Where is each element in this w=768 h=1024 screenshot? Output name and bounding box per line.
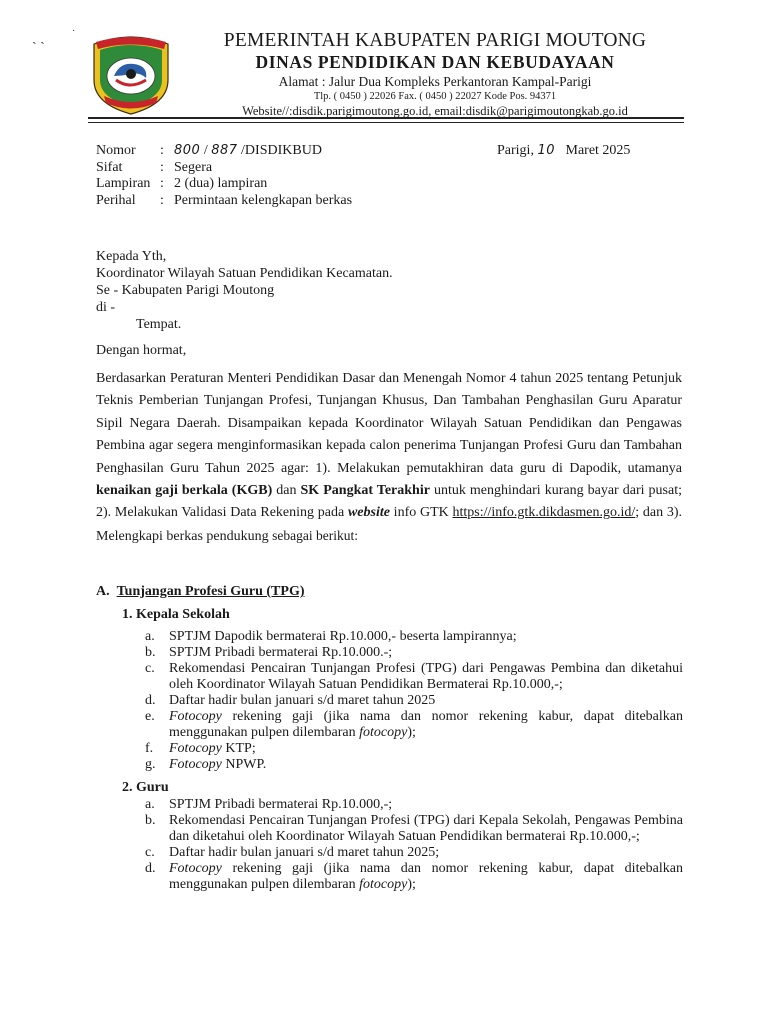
paragraph-text: info GTK xyxy=(389,505,453,521)
list-text: SPTJM Pribadi bermaterai Rp.10.000,-; xyxy=(169,797,393,812)
list-item xyxy=(145,797,683,813)
list-marker: a. xyxy=(145,797,155,812)
lampiran-label: Lampiran xyxy=(96,176,151,191)
section-title-text: Tunjangan Profesi Guru (TPG) xyxy=(116,584,305,599)
list-marker: c. xyxy=(145,845,155,860)
agency-address: Alamat : Jalur Dua Kompleks Perkantoran Kampal-Parigi xyxy=(278,74,592,89)
government-name: PEMERINTAH KABUPATEN PARIGI MOUTONG xyxy=(223,30,647,51)
list-marker: d. xyxy=(145,693,156,708)
letter-date xyxy=(497,143,630,159)
list-text-run: ); xyxy=(407,877,416,892)
nomor-separator: / xyxy=(200,143,212,158)
list-item xyxy=(145,757,683,773)
list-text: Daftar hadir bulan januari s/d maret tahun 2025 xyxy=(169,693,436,708)
scan-speck: · xyxy=(72,26,76,37)
handwritten-number: 887 xyxy=(211,143,238,158)
recipient-salutation: Kepada Yth, xyxy=(96,249,167,264)
info-gtk-link[interactable]: https://info.gtk.dikdasmen.go.id/ xyxy=(452,505,636,521)
greeting: Dengan hormat, xyxy=(96,343,187,358)
italic-word: Fotocopy xyxy=(169,861,222,876)
letter-meta xyxy=(96,143,352,209)
paragraph-text: Berdasarkan Peraturan Menteri Pendidikan Dasar dan Menengah Nomor 4 tahun 2025 tentang Petunjuk Teknis Pemberian Tunjangan Profesi, Tunjangan Khusus, Dan Tambahan Penghasilan Guru Aparatur Sipil Negara Daerah. Disampaikan kepada Koordinator Wilayah Satuan Pendidikan dan Pengawas Pembina agar segera menginformasikan kepada calon penerima Tunjangan Profesi Guru dan Tambahan Penghasilan Guru Tahun 2025 agar: 1). Melakukan pemutakhiran data guru di Dapodik, utamanya xyxy=(96,371,682,476)
list-marker: b. xyxy=(145,813,156,828)
list-text-run: KTP; xyxy=(221,741,256,756)
agency-name: DINAS PENDIDIKAN DAN KEBUDAYAAN xyxy=(255,52,615,72)
list-marker: f. xyxy=(145,741,154,756)
italic-word: Fotocopy xyxy=(169,709,222,724)
recipient-block xyxy=(96,248,393,333)
sifat-value: Segera xyxy=(174,159,213,175)
section-a-title xyxy=(96,584,305,600)
list-text xyxy=(169,861,683,893)
nomor-value xyxy=(174,143,322,160)
list-marker: d. xyxy=(145,861,156,876)
list-item xyxy=(145,661,683,693)
sifat-colon: : xyxy=(160,159,164,175)
list-marker: b. xyxy=(145,645,156,660)
guru-list xyxy=(145,797,683,893)
perihal-label: Perihal xyxy=(96,192,136,208)
nomor-row xyxy=(96,143,352,160)
list-text: SPTJM Pribadi bermaterai Rp.10.000.-; xyxy=(169,645,393,660)
list-item xyxy=(145,741,683,757)
kepala-sekolah-list xyxy=(145,629,683,773)
list-item xyxy=(145,861,683,893)
italic-word: fotocopy xyxy=(359,877,408,892)
paragraph-text: untuk menghindari kurang bayar dari pusat; 2). Melakukan Validasi Data Rekening pada xyxy=(96,483,682,521)
italic-word: Fotocopy xyxy=(169,741,222,756)
section-marker: A. xyxy=(96,584,110,599)
letterhead-rule-thin xyxy=(88,122,684,123)
list-text xyxy=(169,709,683,741)
list-text xyxy=(169,757,683,773)
date-place: Parigi, xyxy=(497,143,538,158)
list-text: Daftar hadir bulan januari s/d maret tahun 2025; xyxy=(169,845,440,860)
handwritten-number: 800 xyxy=(174,143,201,158)
list-marker: c. xyxy=(145,661,155,676)
perihal-colon: : xyxy=(160,192,164,208)
perihal-value: Permintaan kelengkapan berkas xyxy=(174,192,353,208)
lampiran-value: 2 (dua) lampiran xyxy=(174,176,268,191)
recipient-region: Se - Kabupaten Parigi Moutong xyxy=(96,283,275,298)
paragraph-bold-kgb: kenaikan gaji berkala (KGB) xyxy=(96,483,273,499)
list-text: Rekomendasi Pencairan Tunjangan Profesi (TPG) dari Kepala Sekolah, Pengawas Pembina dan diketahui oleh Koordinator Wilayah Satuan Pendidikan bermaterai Rp.10.000,-; xyxy=(169,813,683,844)
paragraph-website-word: website xyxy=(347,505,390,521)
list-text-run: NPWP. xyxy=(221,757,267,772)
lampiran-colon: : xyxy=(160,176,164,191)
list-item xyxy=(145,845,683,861)
list-text-run: ); xyxy=(407,725,416,740)
regency-logo xyxy=(86,34,176,116)
list-text-run: rekening gaji (jika nama dan nomor rekening kabur, dapat ditebalkan menggunakan pulpen dilembaran xyxy=(169,709,683,740)
subsection-guru: 2. Guru xyxy=(122,780,169,795)
agency-web-email: Website//:disdik.parigimoutong.go.id, email:disdik@parigimoutongkab.go.id xyxy=(242,104,628,118)
sifat-label: Sifat xyxy=(96,159,123,175)
list-marker: a. xyxy=(145,629,155,644)
letterhead-rule-thick xyxy=(88,117,684,119)
list-item xyxy=(145,693,683,709)
list-text-run: rekening gaji (jika nama dan nomor rekening kabur, dapat ditebalkan menggunakan pulpen dilembaran xyxy=(169,861,683,892)
sifat-row xyxy=(96,160,352,177)
list-item xyxy=(145,645,683,661)
recipient-title: Koordinator Wilayah Satuan Pendidikan Kecamatan. xyxy=(96,266,393,281)
paragraph-bold-sk: SK Pangkat Terakhir xyxy=(300,483,430,499)
list-item xyxy=(145,709,683,741)
list-marker: g. xyxy=(145,757,156,772)
italic-word: fotocopy xyxy=(359,725,408,740)
perihal-row xyxy=(96,193,352,210)
list-item xyxy=(145,629,683,645)
letterhead xyxy=(180,30,690,119)
list-text: SPTJM Dapodik bermaterai Rp.10.000,- beserta lampirannya; xyxy=(169,629,517,644)
body-paragraph xyxy=(96,368,682,548)
list-text: Rekomendasi Pencairan Tunjangan Profesi (TPG) dari Pengawas Pembina dan diketahui oleh Koordinator Wilayah Satuan Pendidikan Bermaterai Rp.10.000,-; xyxy=(169,661,683,692)
list-marker: e. xyxy=(145,709,155,724)
paragraph-trail: sebagai berikut: xyxy=(272,527,358,543)
list-text xyxy=(169,741,683,757)
lampiran-row xyxy=(96,176,352,193)
nomor-colon: : xyxy=(160,143,164,158)
nomor-suffix: /DISDIKBUD xyxy=(237,143,322,158)
handwritten-day: 10 xyxy=(537,143,555,158)
paragraph-text: dan xyxy=(272,483,301,499)
paragraph-text: ; dan 3). Melengkapi berkas pendukung xyxy=(96,505,683,544)
date-month-year: Maret 2025 xyxy=(565,143,631,158)
nomor-label: Nomor xyxy=(96,143,136,158)
recipient-di: di - xyxy=(96,300,116,315)
scan-speck: ˎ ˏ xyxy=(32,30,45,45)
agency-phone: Tlp. ( 0450 ) 22026 Fax. ( 0450 ) 22027 Kode Pos. 94371 xyxy=(313,91,557,102)
subsection-kepala-sekolah: 1. Kepala Sekolah xyxy=(122,607,230,622)
italic-word: Fotocopy xyxy=(169,757,222,772)
recipient-place: Tempat. xyxy=(136,317,182,332)
list-item xyxy=(145,813,683,845)
